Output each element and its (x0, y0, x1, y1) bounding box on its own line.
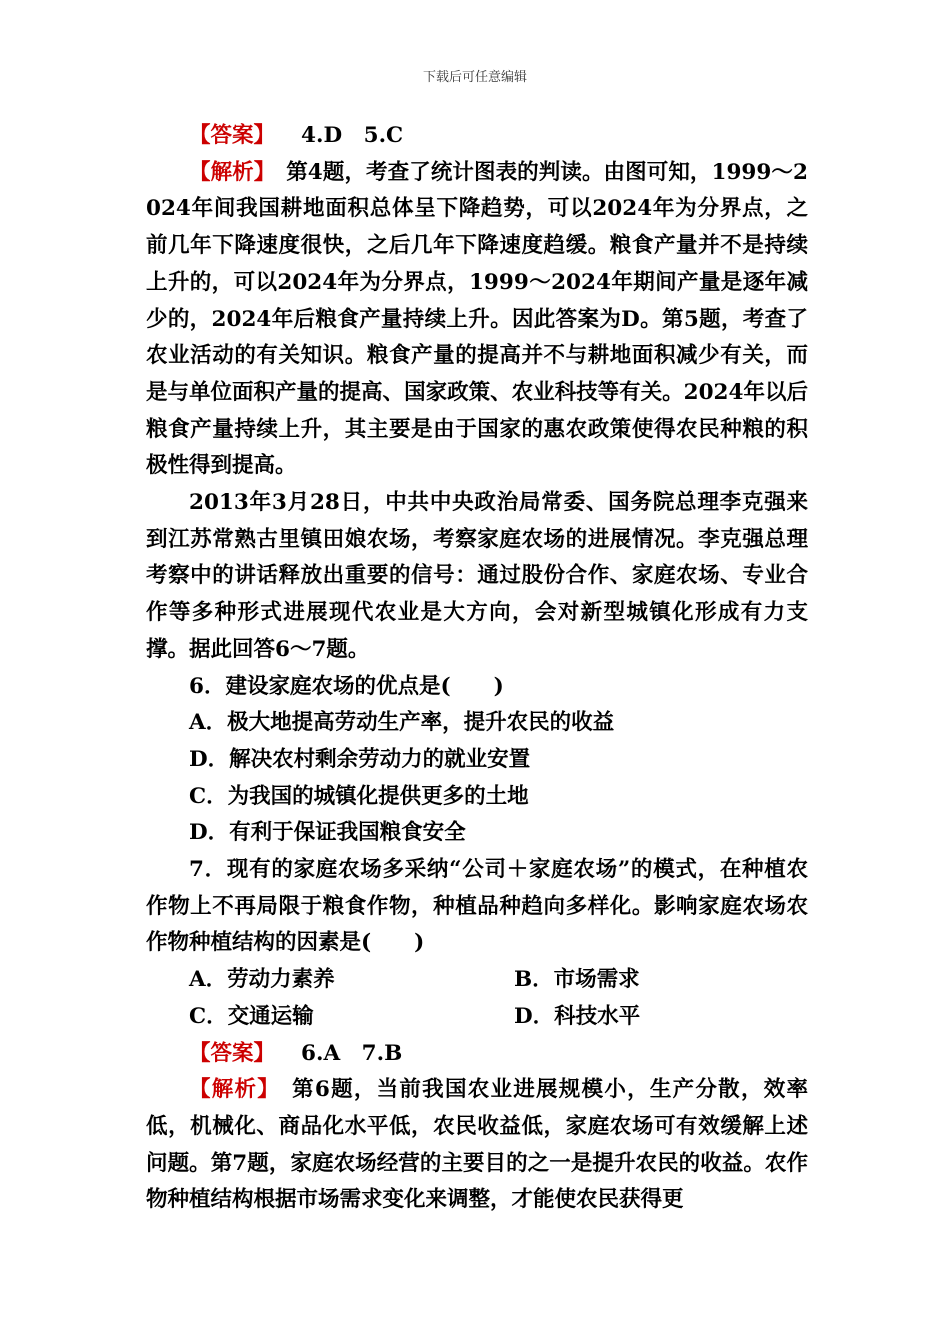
question-7-options-row (146, 962, 808, 999)
analysis-paragraph-2 (146, 1072, 808, 1219)
answer-line-1 (146, 118, 808, 155)
question-7-option: C．交通运输 (189, 1003, 314, 1029)
header-note: 下载后可任意编辑 (422, 70, 527, 85)
question-7-options-row (146, 999, 808, 1036)
question-6-option: C．为我国的城镇化提供更多的土地 (189, 783, 529, 809)
analysis-tag: 【解析】 (189, 159, 265, 185)
question-7-option: A．劳动力素养 (189, 967, 335, 993)
analysis-text: 第6题，当前我国农业进展规模小，生产分散，效率低，机械化、商品化水平低，农民收益低，家庭农场可有效缓解上述问题。第7题，家庭农场经营的主要目的之一是提升农民的收益。农作物种植结构根据市场需求变化来调整，才能使农民获得更 (146, 1077, 808, 1213)
question-6-option: D．有利于保证我国粮食安全 (189, 820, 466, 846)
analysis-tag: 【解析】 (189, 1077, 270, 1103)
analysis-text: 第4题，考查了统计图表的判读。由图可知，1999～2024年间我国耕地面积总体呈下降趋势，可以2024年为分界点，之前几年下降速度很快，之后几年下降速度趋缓。粮食产量并不是持续上升的，可以2024年为分界点，1999～2024年期间产量是逐年减少的，2024年后粮食产量持续上升。因此答案为D。第5题，考查了农业活动的有关知识。粮食产量的提高并不与耕地面积减少有关，而是与单位面积产量的提高、国家政策、农业科技等有关。2024年以后粮食产量持续上升，其主要是由于国家的惠农政策使得农民种粮的积极性得到提高。 (146, 159, 808, 479)
document-body (146, 118, 808, 1219)
analysis-paragraph-1 (146, 155, 808, 485)
answer-values: 4.D 5.C (301, 123, 404, 148)
question-7-option: D．科技水平 (514, 1003, 641, 1029)
passage-paragraph: 2013年3月28日，中共中央政治局常委、国务院总理李克强来到江苏常熟古里镇田娘农场，考察家庭农场的进展情况。李克强总理考察中的讲话释放出重要的信号：通过股份合作、家庭农场、专业合作等多种形式进展现代农业是大方向，会对新型城镇化形成有力支撑。据此回答6～7题。 (146, 490, 808, 662)
answer-tag: 【答案】 (189, 123, 276, 148)
question-6-stem: 6．建设家庭农场的优点是( ) (189, 673, 504, 699)
question-7-option: B．市场需求 (514, 967, 640, 993)
question-6-option: D．解决农村剩余劳动力的就业安置 (189, 746, 531, 772)
question-6-option: A．极大地提高劳动生产率，提升农民的收益 (189, 710, 615, 736)
answer-tag: 【答案】 (189, 1040, 276, 1066)
answer-line-2 (146, 1036, 808, 1073)
answer-values: 6.A 7.B (301, 1040, 403, 1066)
question-7-stem: 7．现有的家庭农场多采纳“公司＋家庭农场”的模式，在种植农作物上不再局限于粮食作物，种植品种趋向多样化。影响家庭农场农作物种植结构的因素是( ) (146, 857, 808, 956)
